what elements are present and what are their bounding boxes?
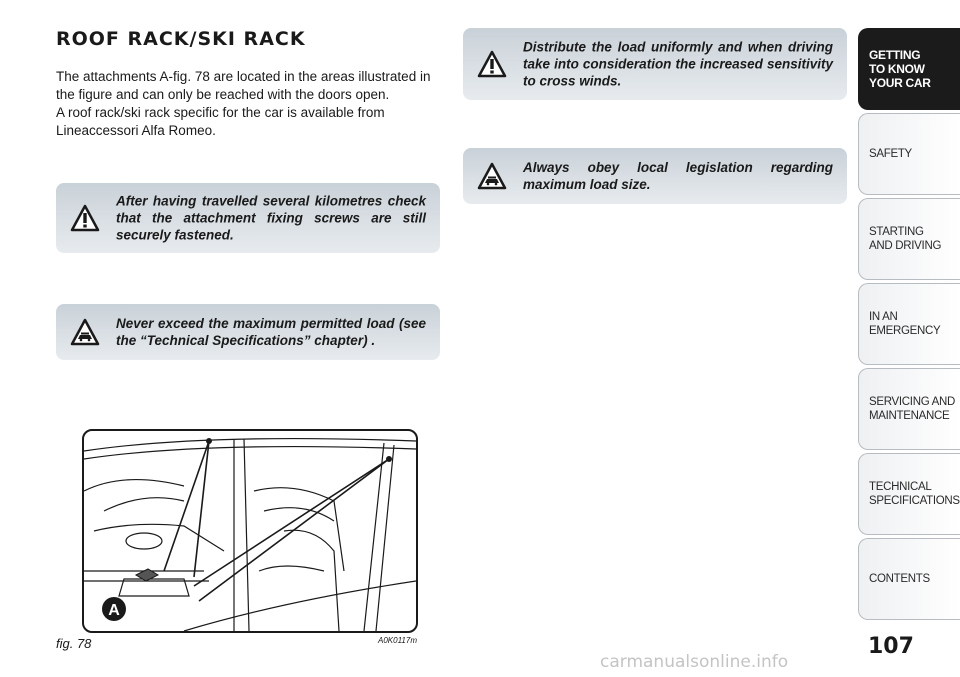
tab-starting-and-driving[interactable] <box>858 198 960 280</box>
roof-rack-attachment-drawing <box>84 431 416 631</box>
intro-paragraph-1: The attachments A-fig. 78 are located in the areas illustrated in the figure and can only be reached with the doors open. <box>56 69 431 102</box>
tab-contents[interactable] <box>858 538 960 620</box>
tab-technical-specifications[interactable] <box>858 453 960 535</box>
chapter-sidebar <box>858 28 960 623</box>
exclamation-warning-icon <box>70 204 100 232</box>
tab-label: TECHNICAL SPECIFICATIONS <box>869 481 960 507</box>
tab-label: IN AN EMERGENCY <box>869 311 941 337</box>
tab-label: SAFETY <box>869 148 912 160</box>
figure-caption: fig. 78 <box>56 636 92 651</box>
tab-safety[interactable] <box>858 113 960 195</box>
car-load-warning-icon <box>70 318 100 346</box>
tab-in-an-emergency[interactable] <box>858 283 960 365</box>
tab-label: SERVICING AND MAINTENANCE <box>869 396 955 422</box>
tab-servicing-and-maintenance[interactable] <box>858 368 960 450</box>
tab-label: GETTING TO KNOW YOUR CAR <box>869 48 931 90</box>
car-load-warning-icon <box>477 162 507 190</box>
tab-label: STARTING AND DRIVING <box>869 226 942 252</box>
intro-paragraph-2: A roof rack/ski rack specific for the car is available from Lineaccessori Alfa Romeo. <box>56 105 385 138</box>
warning-text: Never exceed the maximum permitted load (see the “Technical Specifications” chapter) . <box>116 316 426 348</box>
warning-box-distribute-load <box>463 28 847 100</box>
watermark: carmanualsonline.info <box>600 652 789 672</box>
page-title: ROOF RACK/SKI RACK <box>56 28 306 50</box>
warning-text: After having travelled several kilometres check that the attachment fixing screws are still securely fastened. <box>116 193 426 243</box>
figure-code: A0K0117m <box>378 636 417 645</box>
warning-text: Always obey local legislation regarding maximum load size. <box>523 160 833 192</box>
warning-text: Distribute the load uniformly and when driving take into consideration the increased sensitivity to cross winds. <box>523 39 833 89</box>
tab-getting-to-know-your-car[interactable] <box>858 28 960 110</box>
intro-text <box>56 68 440 140</box>
figure-78-illustration <box>82 429 418 633</box>
exclamation-warning-icon <box>477 50 507 78</box>
warning-box-local-legislation <box>463 148 847 204</box>
warning-box-max-load <box>56 304 440 360</box>
tab-label: CONTENTS <box>869 573 930 585</box>
callout-a-label: A <box>108 602 120 619</box>
warning-box-fixing-screws <box>56 183 440 253</box>
page-number: 107 <box>868 634 914 659</box>
